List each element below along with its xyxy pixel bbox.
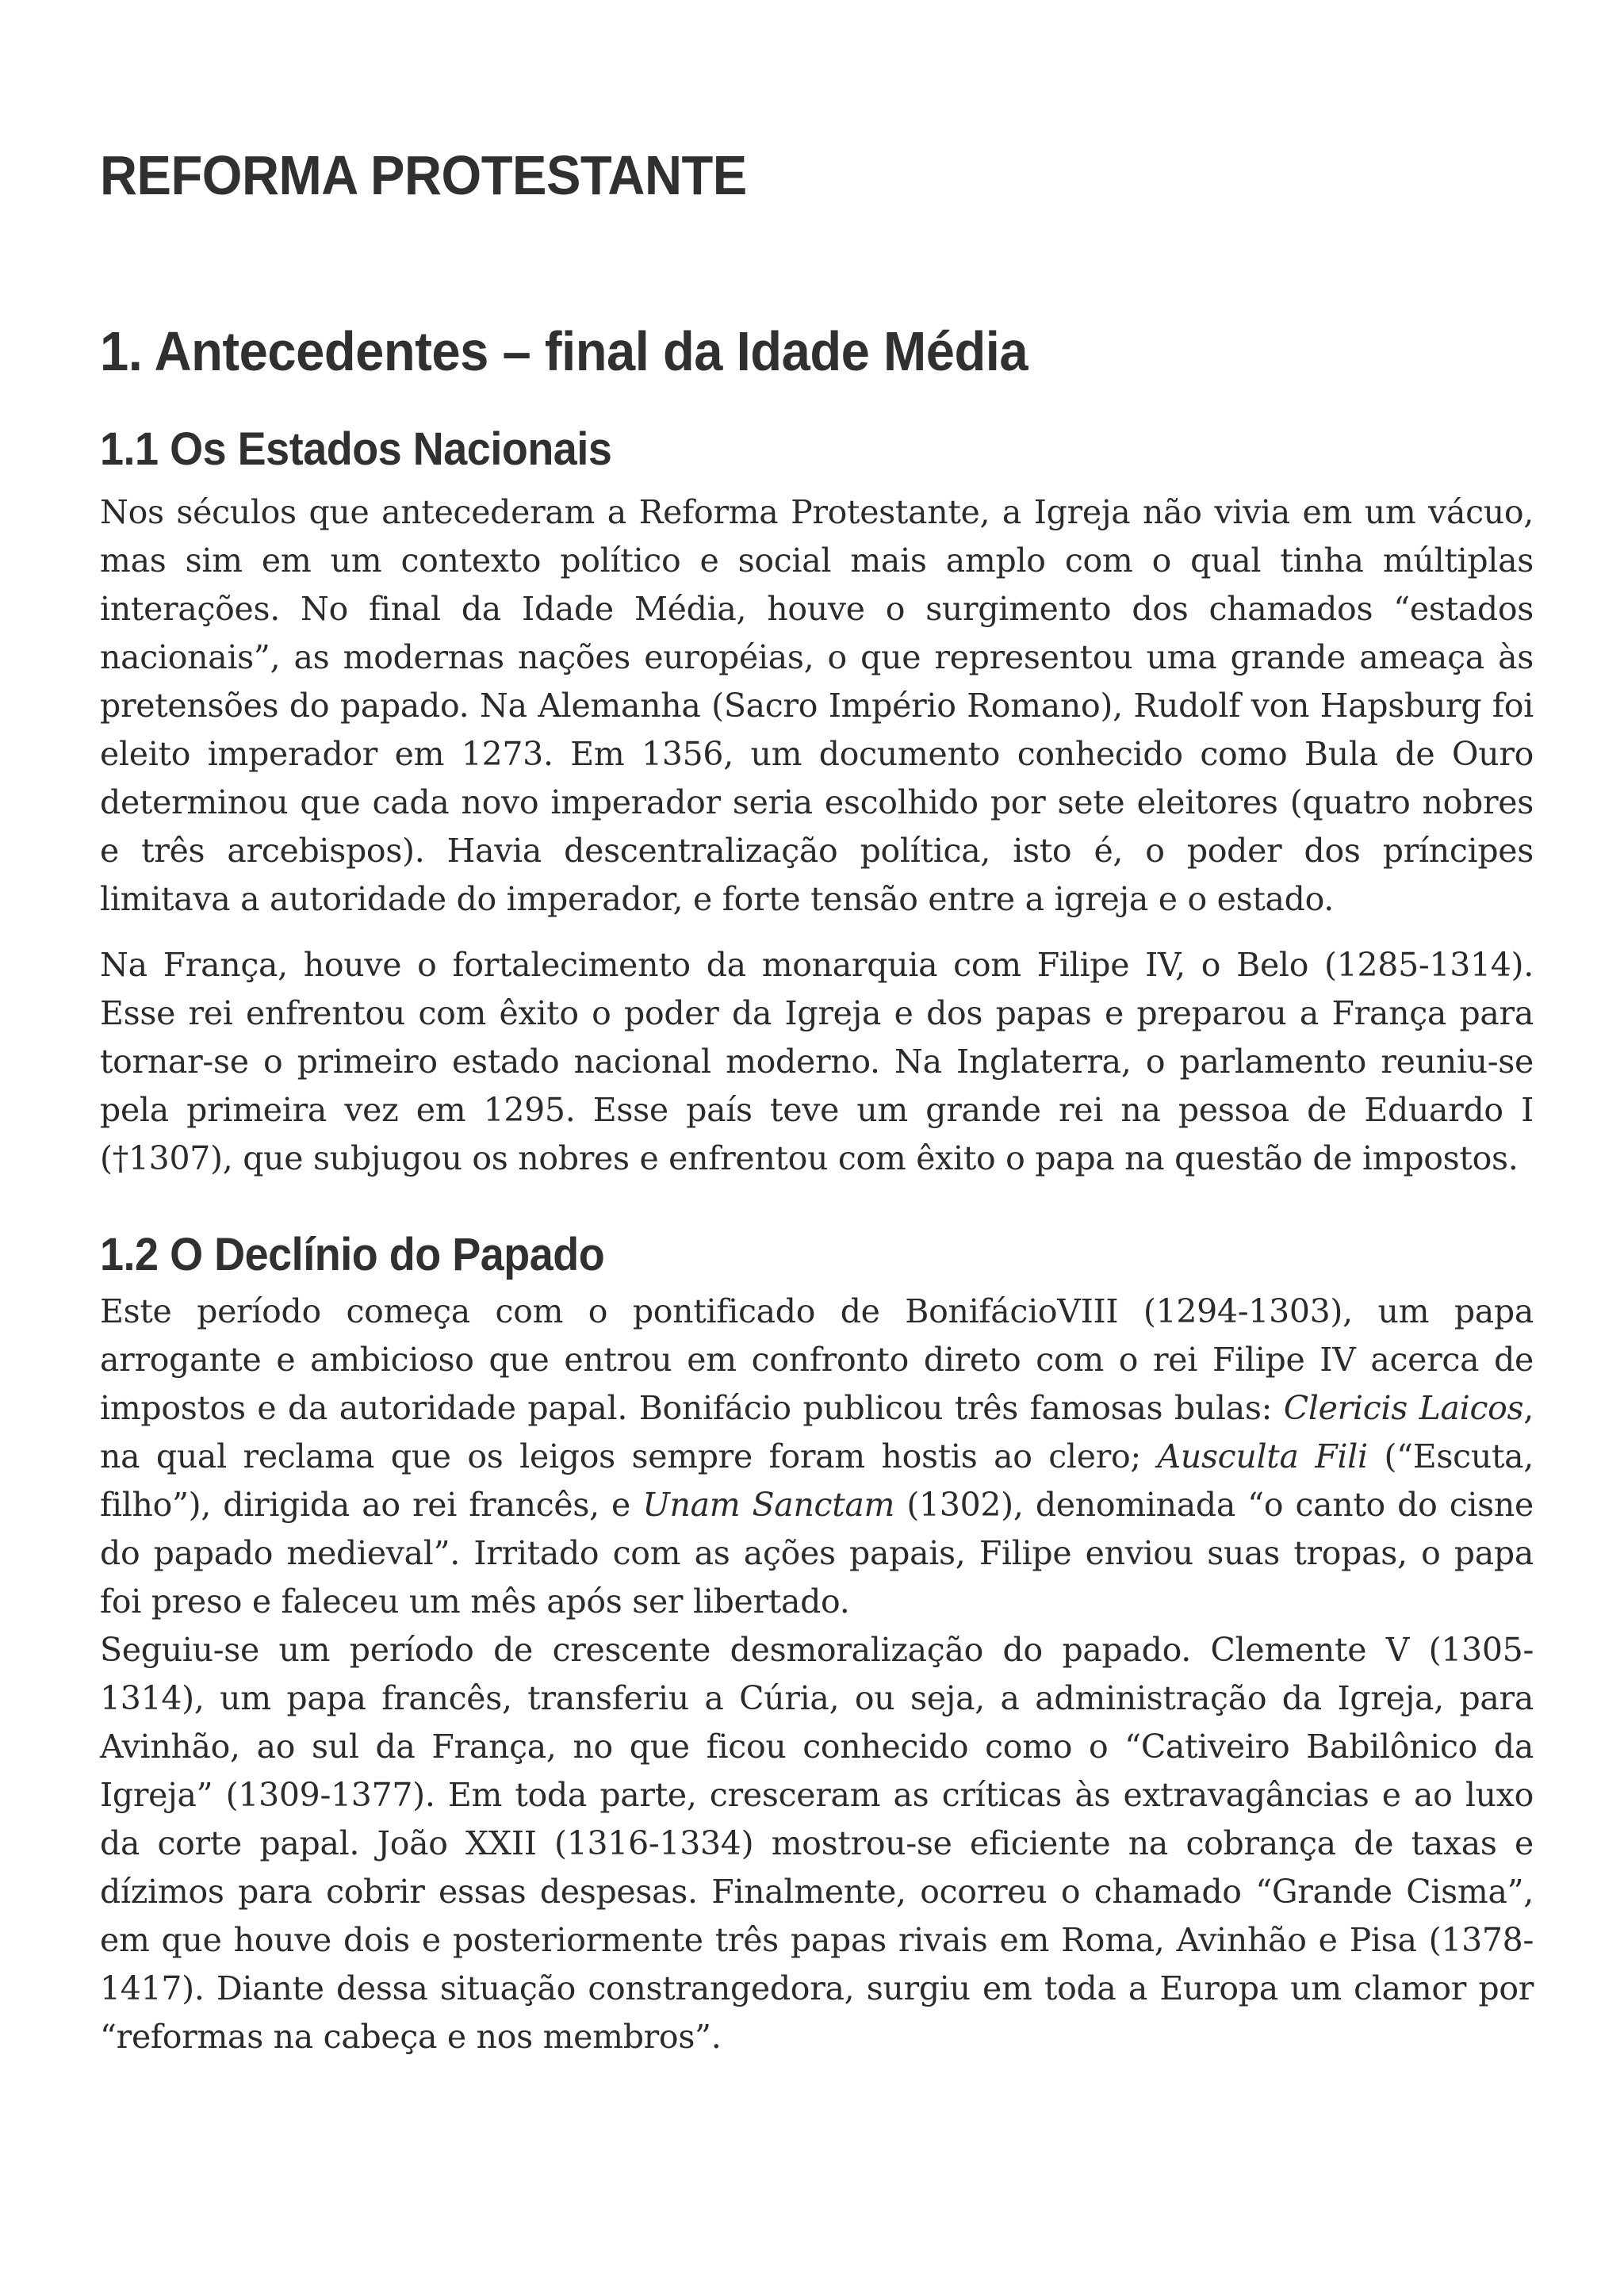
- paragraph-text-segment: (1302), denominada “o canto do cisne do papado medieval”. Irritado com as ações papais, Filipe enviou suas tropas, o papa foi preso e faleceu um mês após ser libertado.: [100, 1486, 1534, 1621]
- paragraph-text-segment: Este período começa com o pontificado de BonifácioVIII (1294-1303), um papa arrogante e ambicioso que entrou em confronto direto com o rei Filipe IV acerca de impostos e da autoridade papal. Bonifácio publicou três famosas bulas:: [100, 1292, 1534, 1427]
- paragraph-declinio-papado-2: Seguiu-se um período de crescente desmoralização do papado. Clemente V (1305-1314), um papa francês, transferiu a Cúria, ou seja, a administração da Igreja, para Avinhão, ao sul da França, no que ficou conhecido como o “Cativeiro Babilônico da Igreja” (1309-1377). Em toda parte, cresceram as críticas às extravagâncias e ao luxo da corte papal. João XXII (1316-1334) mostrou-se eficiente na cobrança de taxas e dízimos para cobrir essas despesas. Finalmente, ocorreu o chamado “Grande Cisma”, em que houve dois e posteriormente três papas rivais em Roma, Avinhão e Pisa (1378-1417). Diante dessa situação constrangedora, surgiu em toda a Europa um clamor por “reformas na cabeça e nos membros”.: [100, 1631, 1534, 2056]
- paragraph-text-segment: , na qual reclama que os leigos sempre foram hostis ao clero;: [100, 1389, 1534, 1475]
- paragraph-estados-nacionais-2: Na França, houve o fortalecimento da monarquia com Filipe IV, o Belo (1285-1314). Esse rei enfrentou com êxito o poder da Igreja e dos papas e preparou a França para tornar-se o primeiro estado nacional moderno. Na Inglaterra, o parlamento reuniu-se pela primeira vez em 1295. Esse país teve um grande rei na pessoa de Eduardo I (†1307), que subjugou os nobres e enfrentou com êxito o papa na questão de impostos.: [100, 946, 1534, 1177]
- bull-title-ausculta-fili: Ausculta Fili: [1157, 1437, 1368, 1475]
- section-heading-declinio-papado: 1.2 O Declínio do Papado: [100, 1229, 605, 1280]
- bull-title-unam-sanctam: Unam Sanctam: [642, 1486, 895, 1524]
- section-heading-estados-nacionais: 1.1 Os Estados Nacionais: [100, 423, 612, 475]
- paragraph-estados-nacionais-1: Nos séculos que antecederam a Reforma Protestante, a Igreja não vivia em um vácuo, mas sim em um contexto político e social mais amplo com o qual tinha múltiplas interações. No final da Idade Média, houve o surgimento dos chamados “estados nacionais”, as modernas nações européias, o que representou uma grande ameaça às pretensões do papado. Na Alemanha (Sacro Império Romano), Rudolf von Hapsburg foi eleito imperador em 1273. Em 1356, um documento conhecido como Bula de Ouro determinou que cada novo imperador seria escolhido por sete eleitores (quatro nobres e três arcebispos). Havia descentralização política, isto é, o poder dos príncipes limitava a autoridade do imperador, e forte tensão entre a igreja e o estado.: [100, 493, 1534, 918]
- bull-title-clericis-laicos: Clericis Laicos: [1283, 1389, 1524, 1427]
- document-title: REFORMA PROTESTANTE: [100, 144, 747, 206]
- chapter-title: 1. Antecedentes – final da Idade Média: [100, 320, 1028, 382]
- paragraph-declinio-papado-1: [100, 1288, 1534, 1626]
- paragraph-text-segment: (“Escuta, filho”), dirigida ao rei francês, e: [100, 1437, 1534, 1524]
